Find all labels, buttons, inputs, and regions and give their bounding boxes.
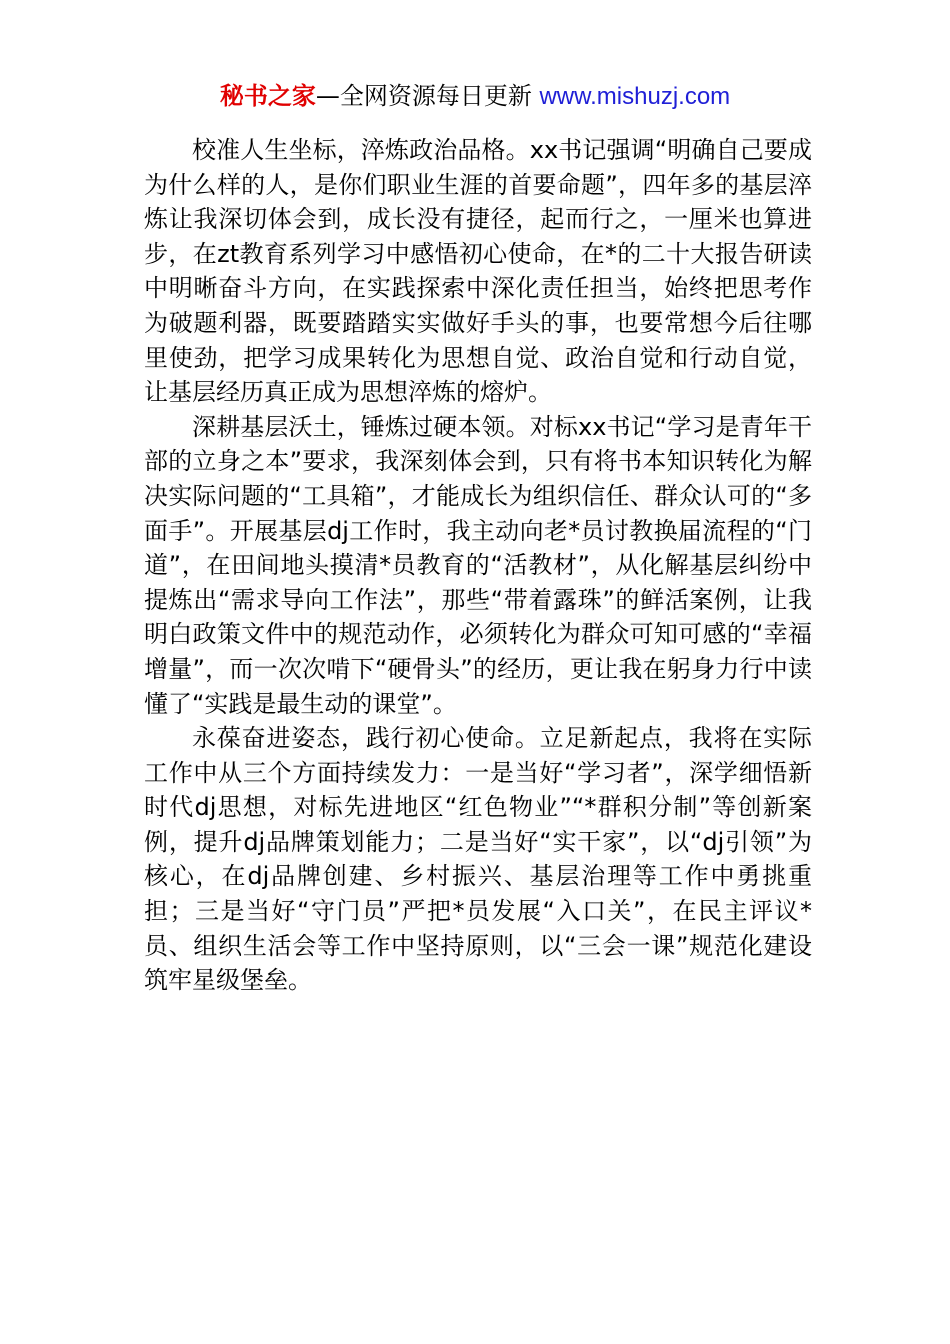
site-url[interactable]: www.mishuzj.com bbox=[539, 83, 731, 110]
header-tagline: —全网资源每日更新 bbox=[315, 82, 540, 110]
paragraph-3: 永葆奋进姿态，践行初心使命。立足新起点，我将在实际工作中从三个方面持续发力：一是当好“学习者”，深学细悟新时代dj思想，对标先进地区“红色物业”“*群积分制”等创新案例，提升dj品牌策划能力；二是当好“实干家”，以“dj引领”为核心，在dj品牌创建、乡村振兴、基层治理等工作中勇挑重担；三是当好“守门员”严把*员发展“入口关”，在民主评议*员、组织生活会等工作中坚持原则，以“三会一课”规范化建设筑牢星级堡垒。 bbox=[144, 724, 812, 995]
document-body bbox=[144, 133, 812, 998]
site-header bbox=[0, 80, 950, 113]
paragraph-1: 校准人生坐标，淬炼政治品格。xx书记强调“明确自己要成为什么样的人，是你们职业生涯的首要命题”，四年多的基层淬炼让我深切体会到，成长没有捷径，起而行之，一厘米也算进步，在zt教育系列学习中感悟初心使命，在*的二十大报告研读中明晰奋斗方向，在实践探索中深化责任担当，始终把思考作为破题利器，既要踏踏实实做好手头的事，也要常想今后往哪里使劲，把学习成果转化为思想自觉、政治自觉和行动自觉，让基层经历真正成为思想淬炼的熔炉。 bbox=[144, 136, 812, 407]
brand-name: 秘书之家 bbox=[219, 82, 316, 110]
paragraph-2: 深耕基层沃土，锤炼过硬本领。对标xx书记“学习是青年干部的立身之本”要求，我深刻体会到，只有将书本知识转化为解决实际问题的“工具箱”，才能成长为组织信任、群众认可的“多面手”。开展基层dj工作时，我主动向老*员讨教换届流程的“门道”，在田间地头摸清*员教育的“活教材”，从化解基层纠纷中提炼出“需求导向工作法”，那些“带着露珠”的鲜活案例，让我明白政策文件中的规范动作，必须转化为群众可知可感的“幸福增量”，而一次次啃下“硬骨头”的经历，更让我在躬身力行中读懂了“实践是最生动的课堂”。 bbox=[144, 412, 812, 718]
